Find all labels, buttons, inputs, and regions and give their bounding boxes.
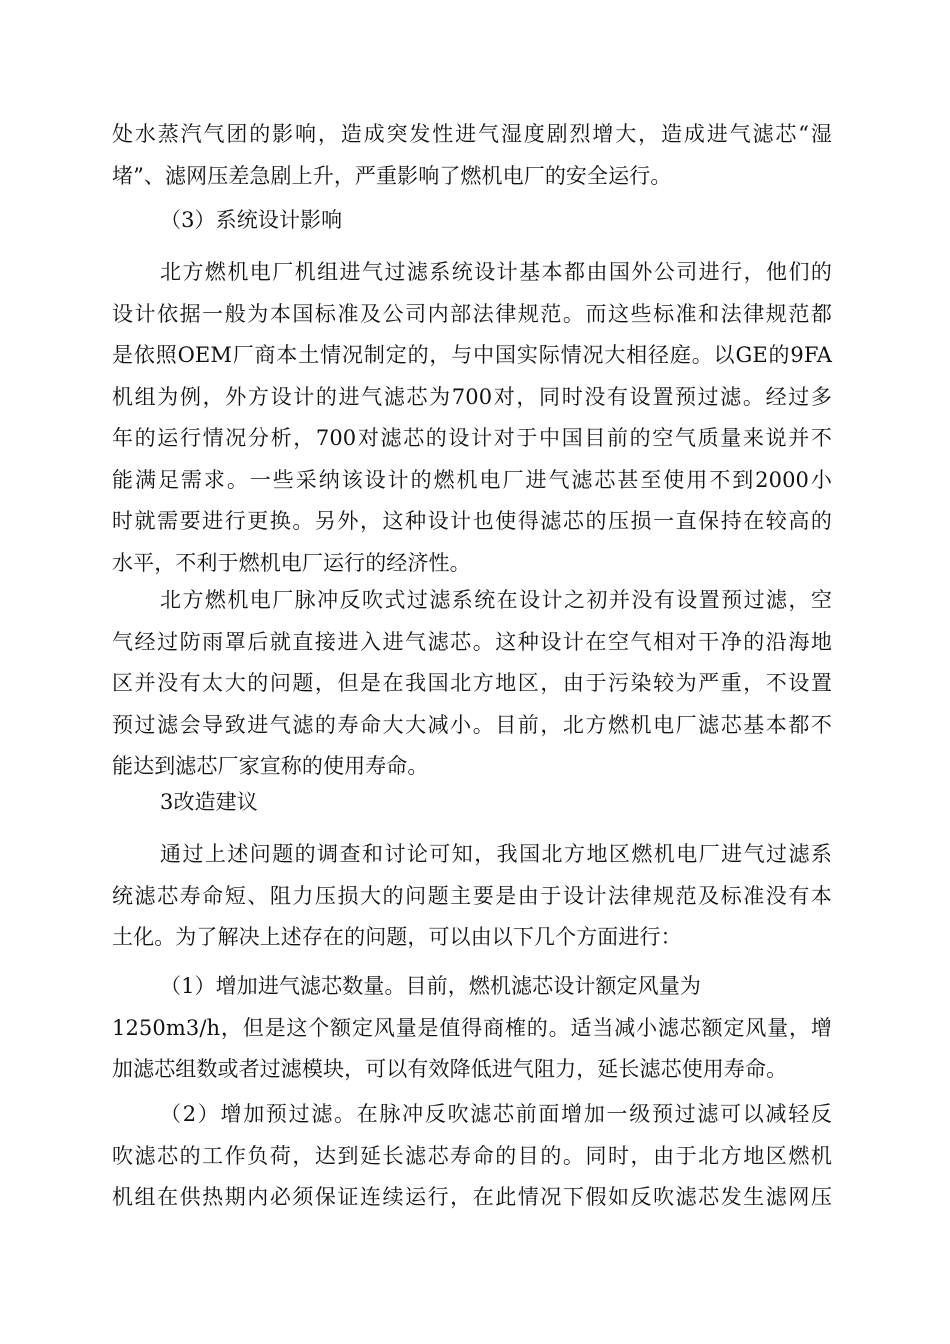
paragraph-line: 是依照OEM厂商本土情况制定的，与中国实际情况大相径庭。以GE的9FA: [112, 343, 832, 367]
paragraph-line: 加滤芯组数或者过滤模块，可以有效降低进气阻力，延长滤芯使用寿命。: [112, 1057, 788, 1081]
paragraph-line: 1250m3/h，但是这个额定风量是值得商榷的。适当减小滤芯额定风量，增: [112, 1015, 832, 1040]
section-heading-text: 3改造建议: [160, 790, 258, 814]
paragraph-investigation: [112, 834, 832, 959]
paragraph-line: 北方燃机电厂脉冲反吹式过滤系统在设计之初并没有设置预过滤，空: [160, 588, 832, 612]
paragraph-line: 能达到滤芯厂家宣称的使用寿命。: [112, 754, 429, 778]
paragraph-line: 统滤芯寿命短、阻力压损大的问题主要是由于设计法律规范及标准没有本: [112, 883, 832, 908]
paragraph-line: 时就需要进行更换。另外，这种设计也使得滤芯的压损一直保持在较高的: [112, 509, 832, 533]
paragraph-line: 北方燃机电厂机组进气过滤系统设计基本都由国外公司进行，他们的: [160, 260, 832, 284]
paragraph-line: 机组在供热期内必须保证连续运行，在此情况下假如反吹滤芯发生滤网压: [112, 1185, 832, 1209]
paragraph-increase-filters: [112, 966, 832, 1091]
paragraph-line: （1）增加进气滤芯数量。目前，燃机滤芯设计额定风量为: [160, 974, 701, 998]
paragraph-line: 机组为例，外方设计的进气滤芯为700对，同时没有设置预过滤。经过多: [112, 384, 832, 409]
subheading-text: （3）系统设计影响: [160, 208, 343, 232]
paragraph-continuation: [112, 114, 832, 197]
paragraph-line: 处水蒸汽气团的影响，造成突发性进气湿度剧烈增大，造成进气滤芯“湿: [112, 122, 832, 146]
paragraph-pulse-filter: [112, 580, 832, 788]
paragraph-line: 设计依据一般为本国标准及公司内部法律规范。而这些标准和法律规范都: [112, 301, 832, 326]
paragraph-line: 年的运行情况分析，700对滤芯的设计对于中国目前的空气质量来说并不: [112, 426, 832, 450]
paragraph-system-design: [112, 252, 832, 584]
section-heading: [112, 782, 832, 824]
paragraph-line: 土化。为了解决上述存在的问题，可以由以下几个方面进行：: [112, 925, 682, 949]
paragraph-prefilter: [112, 1094, 832, 1219]
paragraph-line: 堵”、滤网压差急剧上升，严重影响了燃机电厂的安全运行。: [112, 163, 672, 188]
paragraph-line: （2）增加预过滤。在脉冲反吹滤芯前面增加一级预过滤可以减轻反: [160, 1102, 832, 1126]
paragraph-line: 预过滤会导致进气滤的寿命大大减小。目前，北方燃机电厂滤芯基本都不: [112, 712, 832, 737]
paragraph-line: 区并没有太大的问题，但是在我国北方地区，由于污染较为严重，不设置: [112, 671, 832, 695]
paragraph-line: 能满足需求。一些采纳该设计的燃机电厂进气滤芯甚至使用不到2000小: [112, 467, 832, 492]
section-subheading: [112, 200, 832, 242]
paragraph-line: 水平，不利于燃机电厂运行的经济性。: [112, 550, 471, 575]
paragraph-line: 吹滤芯的工作负荷，达到延长滤芯寿命的目的。同时，由于北方地区燃机: [112, 1143, 832, 1168]
paragraph-line: 气经过防雨罩后就直接进入进气滤芯。这种设计在空气相对干净的沿海地: [112, 629, 832, 654]
paragraph-line: 通过上述问题的调查和讨论可知，我国北方地区燃机电厂进气过滤系: [160, 842, 832, 866]
